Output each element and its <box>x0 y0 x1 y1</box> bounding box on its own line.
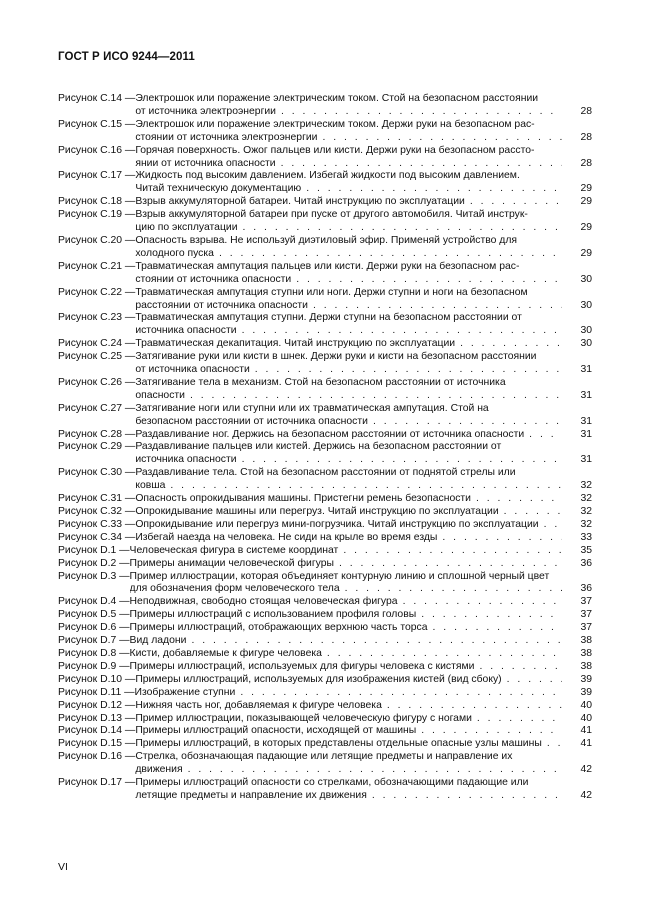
page-reference: 41 <box>580 725 592 737</box>
figure-label: Рисунок D.17 — <box>58 777 136 789</box>
dot-leader <box>308 300 562 313</box>
dot-leader <box>382 700 562 713</box>
page-reference: 29 <box>580 183 592 195</box>
document-header: ГОСТ Р ИСО 9244—2011 <box>58 51 195 63</box>
toc-entry <box>58 687 592 700</box>
figure-caption <box>130 635 592 648</box>
figure-label: Рисунок С.14 — <box>58 93 136 104</box>
page-reference: 42 <box>580 789 592 801</box>
figure-caption <box>135 674 592 687</box>
dot-leader <box>368 416 562 429</box>
dot-leader <box>186 635 562 648</box>
caption-line: Электрошок или поражение электрическим током. Стой на безопасном расстоянии <box>135 93 539 104</box>
figure-caption <box>135 351 592 377</box>
toc-entry <box>58 532 592 545</box>
page-reference: 37 <box>580 622 592 634</box>
page-reference: 35 <box>580 544 592 556</box>
caption-line: Затягивание руки или кисти в шнек. Держи руки и кисти на безопасном расстоянии <box>135 351 537 363</box>
dot-leader <box>276 106 562 119</box>
toc-entry <box>58 351 592 377</box>
figure-caption <box>135 93 592 119</box>
page-reference: 31 <box>580 428 592 440</box>
dot-leader <box>250 364 562 377</box>
figure-label: Рисунок D.11 — <box>58 686 135 698</box>
figure-label: Рисунок D.2 — <box>58 557 130 569</box>
dot-leader <box>465 196 562 209</box>
toc-entry <box>58 751 592 777</box>
caption-line: Опасность взрыва. Не используй диэтиловый эфир. Применяй устройство для <box>135 234 518 246</box>
figure-label: Рисунок D.12 — <box>58 699 136 711</box>
dot-leader <box>235 687 562 700</box>
toc-entry <box>58 661 592 674</box>
dot-leader <box>165 480 562 493</box>
dot-leader <box>437 532 562 545</box>
caption-line: безопасном расстоянии от источника опасности <box>135 415 368 427</box>
caption-line: Травматическая декапитация. Читай инструкцию по эксплуатации <box>135 338 456 350</box>
page-reference: 36 <box>580 583 592 595</box>
page-reference: 39 <box>580 673 592 685</box>
caption-line: Пример иллюстрации, показывающей человеческую фигуру с ногами <box>135 712 472 724</box>
page-reference: 36 <box>580 557 592 569</box>
toc-entry <box>58 506 592 519</box>
figure-caption <box>130 596 592 609</box>
caption-line: Избегай наезда на человека. Не сиди на крыле во время езды <box>135 531 438 543</box>
toc-entry <box>58 713 592 726</box>
page-reference: 30 <box>580 325 592 337</box>
caption-line: опасности <box>135 389 185 401</box>
dot-leader <box>367 790 562 803</box>
page-reference: 38 <box>580 647 592 659</box>
dot-leader <box>416 609 562 622</box>
page-reference: 40 <box>580 699 592 711</box>
caption-line: Раздавливание пальцев или кистей. Держись на безопасном расстоянии от <box>135 441 502 453</box>
page-reference: 28 <box>580 105 592 117</box>
figure-caption <box>130 648 592 661</box>
toc-entry <box>58 622 592 635</box>
figure-caption <box>130 622 592 635</box>
figure-label: Рисунок D.15 — <box>58 738 136 750</box>
figure-label: Рисунок D.14 — <box>58 725 136 737</box>
caption-line: Затягивание ноги или ступни или их травматическая ампутация. Стой на <box>135 402 489 414</box>
figure-label: Рисунок С.31 — <box>58 493 136 505</box>
toc-entry <box>58 674 592 687</box>
dot-leader <box>474 661 562 674</box>
figure-label: Рисунок D.13 — <box>58 712 136 724</box>
toc-entry <box>58 209 592 235</box>
dot-leader <box>340 583 562 596</box>
toc-entry <box>58 545 592 558</box>
toc-entry <box>58 196 592 209</box>
dot-leader <box>237 325 562 338</box>
page-reference: 28 <box>580 131 592 143</box>
caption-line: Взрыв аккумуляторной батареи. Читай инструкцию по эксплуатации <box>135 196 465 208</box>
page-reference: 32 <box>580 493 592 505</box>
toc-entry <box>58 145 592 171</box>
dot-leader <box>317 132 562 145</box>
page-reference: 40 <box>580 712 592 724</box>
caption-line: от источника опасности <box>135 364 250 376</box>
toc-entry <box>58 170 592 196</box>
figure-caption <box>135 506 592 519</box>
figure-label: Рисунок С.23 — <box>58 312 136 324</box>
dot-leader <box>499 506 562 519</box>
dot-leader <box>398 596 562 609</box>
caption-line: Нижняя часть ног, добавляемая к фигуре человека <box>135 699 382 711</box>
figure-label: Рисунок С.28 — <box>58 428 136 440</box>
figure-caption <box>135 493 592 506</box>
toc-entry <box>58 338 592 351</box>
caption-line: Травматическая ампутация ступни или ноги. Держи ступни и ноги на безопасном <box>135 286 528 298</box>
toc-entry <box>58 519 592 532</box>
toc-entry <box>58 93 592 119</box>
figure-caption <box>130 609 592 622</box>
caption-line: Примеры иллюстраций, отображающих верхнюю часть торса <box>129 622 428 634</box>
toc-entry <box>58 777 592 803</box>
caption-line: Опрокидывание или перегруз мини-погрузчика. Читай инструкцию по эксплуатации <box>135 518 539 530</box>
page-reference: 30 <box>580 338 592 350</box>
page-reference: 28 <box>580 157 592 169</box>
figure-label: Рисунок С.17 — <box>58 170 136 182</box>
toc-entry <box>58 467 592 493</box>
toc-entry <box>58 261 592 287</box>
figure-label: Рисунок D.7 — <box>58 635 130 647</box>
caption-line: Опасность опрокидывания машины. Пристегни ремень безопасности <box>135 493 471 505</box>
figure-caption <box>130 558 592 571</box>
toc-entry <box>58 312 592 338</box>
page-reference: 31 <box>580 364 592 376</box>
toc-entry <box>58 700 592 713</box>
figure-label: Рисунок С.16 — <box>58 144 136 156</box>
caption-line: Изображение ступни <box>134 686 236 698</box>
toc-entry <box>58 441 592 467</box>
figure-caption <box>135 338 592 351</box>
page-reference: 37 <box>580 596 592 608</box>
caption-line: летящие предметы и направление их движения <box>135 789 367 801</box>
figure-caption <box>135 235 592 261</box>
dot-leader <box>237 454 562 467</box>
caption-line: Кисти, добавляемые к фигуре человека <box>129 647 322 659</box>
page-reference: 31 <box>580 415 592 427</box>
dot-leader <box>542 738 562 751</box>
figure-label: Рисунок С.34 — <box>58 531 136 543</box>
caption-line: холодного пуска <box>135 247 214 259</box>
page-reference: 38 <box>580 660 592 672</box>
figure-caption <box>135 441 592 467</box>
figure-label: Рисунок С.20 — <box>58 234 136 246</box>
toc-entry <box>58 609 592 622</box>
figure-label: Рисунок D.9 — <box>58 660 130 672</box>
figure-label: Рисунок С.26 — <box>58 376 136 388</box>
page-reference: 29 <box>580 222 592 234</box>
figure-label: Рисунок D.5 — <box>58 609 130 621</box>
caption-line: Примеры иллюстраций, используемых для фигуры человека с кистями <box>129 660 475 672</box>
page-reference: 42 <box>580 764 592 776</box>
caption-line: ковша <box>135 480 166 492</box>
page-reference: 37 <box>580 609 592 621</box>
dot-leader <box>334 558 562 571</box>
page-reference: 32 <box>580 518 592 530</box>
page-reference: 31 <box>580 389 592 401</box>
figure-caption <box>135 532 592 545</box>
figure-label: Рисунок D.3 — <box>58 570 130 582</box>
caption-line: Примеры иллюстраций с использованием профиля головы <box>129 609 417 621</box>
figure-caption <box>135 261 592 287</box>
caption-line: Примеры иллюстраций опасности со стрелками, обозначающими падающие или <box>135 777 529 789</box>
table-of-contents <box>58 93 592 803</box>
figure-caption <box>135 687 592 700</box>
caption-line: Примеры анимации человеческой фигуры <box>129 557 334 569</box>
caption-line: Затягивание тела в механизм. Стой на безопасном расстоянии от источника <box>135 376 506 388</box>
dot-leader <box>238 222 563 235</box>
page-reference: 39 <box>580 686 592 698</box>
figure-label: Рисунок D.4 — <box>58 596 130 608</box>
figure-caption <box>135 403 592 429</box>
caption-line: расстоянии от источника опасности <box>135 299 308 311</box>
caption-line: для обозначения форм человеческого тела <box>129 583 340 595</box>
caption-line: Читай техническую документацию <box>135 183 302 195</box>
figure-caption <box>135 209 592 235</box>
figure-caption <box>130 571 592 597</box>
figure-caption <box>135 145 592 171</box>
dot-leader <box>291 274 562 287</box>
toc-entry <box>58 725 592 738</box>
dot-leader <box>301 183 562 196</box>
caption-line: Травматическая ампутация пальцев или кисти. Держи руки на безопасном рас- <box>135 260 520 272</box>
figure-caption <box>135 519 592 532</box>
caption-line: Раздавливание ног. Держись на безопасном расстоянии от источника опасности <box>135 428 525 440</box>
caption-line: Человеческая фигура в системе координат <box>129 544 339 556</box>
caption-line: Стрелка, обозначающая падающие или летящие предметы и направление их <box>135 751 513 763</box>
figure-caption <box>135 700 592 713</box>
toc-entry <box>58 493 592 506</box>
caption-line: Вид ладони <box>129 635 187 647</box>
caption-line: Жидкость под высоким давлением. Избегай жидкости под высоким давлением. <box>135 170 520 182</box>
page-reference: 41 <box>580 738 592 750</box>
page-reference: 30 <box>580 273 592 285</box>
figure-label: Рисунок С.19 — <box>58 209 136 221</box>
dot-leader <box>416 725 562 738</box>
caption-line: Горячая поверхность. Ожог пальцев или кисти. Держи руки на безопасном рассто- <box>135 144 535 156</box>
figure-caption <box>130 661 592 674</box>
caption-line: Примеры иллюстраций, используемых для изображения кистей (вид сбоку) <box>135 673 502 685</box>
dot-leader <box>276 158 562 171</box>
page-reference: 32 <box>580 480 592 492</box>
figure-caption <box>135 312 592 338</box>
caption-line: Примеры иллюстраций опасности, исходящей от машины <box>135 725 417 737</box>
page-reference: 30 <box>580 299 592 311</box>
caption-line: стоянии от источника электроэнергии <box>135 131 318 143</box>
dot-leader <box>455 338 562 351</box>
figure-label: Рисунок D.16 — <box>58 751 136 763</box>
caption-line: Травматическая ампутация ступни. Держи ступни на безопасном расстоянии от <box>135 312 522 324</box>
figure-caption <box>135 725 592 738</box>
figure-caption <box>135 287 592 313</box>
page-reference: 32 <box>580 506 592 517</box>
figure-label: Рисунок С.27 — <box>58 402 136 414</box>
dot-leader <box>214 248 562 261</box>
caption-line: движения <box>135 764 183 776</box>
figure-label: Рисунок D.1 — <box>58 544 130 556</box>
dot-leader <box>428 622 562 635</box>
figure-label: Рисунок С.29 — <box>58 441 136 453</box>
toc-entry <box>58 377 592 403</box>
dot-leader <box>338 545 562 558</box>
caption-line: Раздавливание тела. Стой на безопасном расстоянии от поднятой стрелы или <box>135 467 516 479</box>
figure-caption <box>135 429 592 442</box>
page-reference: 38 <box>580 635 592 647</box>
toc-entry <box>58 287 592 313</box>
figure-caption <box>135 467 592 493</box>
toc-entry <box>58 571 592 597</box>
page-reference: 29 <box>580 196 592 208</box>
figure-label: Рисунок С.24 — <box>58 338 136 350</box>
dot-leader <box>183 764 562 777</box>
caption-line: Взрыв аккумуляторной батареи при пуске от другого автомобиля. Читай инструк- <box>135 209 528 221</box>
dot-leader <box>322 648 562 661</box>
figure-label: Рисунок С.22 — <box>58 286 136 298</box>
figure-label: Рисунок С.25 — <box>58 351 136 363</box>
figure-caption <box>135 738 592 751</box>
caption-line: источника опасности <box>135 454 237 466</box>
toc-entry <box>58 429 592 442</box>
toc-entry <box>58 596 592 609</box>
figure-caption <box>135 377 592 403</box>
toc-entry <box>58 635 592 648</box>
caption-line: Электрошок или поражение электрическим током. Держи руки на безопасном рас- <box>135 118 535 130</box>
caption-line: цию по эксплуатации <box>135 222 238 234</box>
page-number-footer: VI <box>58 861 68 873</box>
figure-label: Рисунок D.10 — <box>58 673 136 685</box>
figure-label: Рисунок С.33 — <box>58 518 136 530</box>
figure-label: Рисунок D.8 — <box>58 647 130 659</box>
figure-caption <box>135 713 592 726</box>
figure-label: Рисунок С.15 — <box>58 118 136 130</box>
toc-entry <box>58 235 592 261</box>
figure-label: Рисунок С.18 — <box>58 196 136 208</box>
page-reference: 31 <box>580 454 592 466</box>
caption-line: источника опасности <box>135 325 237 337</box>
toc-entry <box>58 119 592 145</box>
figure-label: Рисунок С.30 — <box>58 467 136 479</box>
dot-leader <box>472 713 562 726</box>
figure-caption <box>130 545 592 558</box>
toc-entry <box>58 558 592 571</box>
dot-leader <box>539 519 562 532</box>
figure-label: Рисунок С.21 — <box>58 260 136 272</box>
figure-caption <box>135 170 592 196</box>
page-reference: 29 <box>580 247 592 259</box>
figure-label: Рисунок D.6 — <box>58 622 130 634</box>
figure-caption <box>135 777 592 803</box>
caption-line: Неподвижная, свободно стоящая человеческая фигура <box>129 596 398 608</box>
toc-entry <box>58 403 592 429</box>
caption-line: янии от источника опасности <box>135 157 276 169</box>
figure-caption <box>135 751 592 777</box>
dot-leader <box>185 390 562 403</box>
dot-leader <box>524 429 562 442</box>
dot-leader <box>502 674 562 687</box>
figure-caption <box>135 196 592 209</box>
toc-entry <box>58 648 592 661</box>
dot-leader <box>471 493 562 506</box>
caption-line: Опрокидывание машины или перегруз. Читай инструкцию по эксплуатации <box>135 506 499 517</box>
caption-line: Пример иллюстрации, которая объединяет контурную линию и сплошной черный цвет <box>129 570 550 582</box>
toc-entry <box>58 738 592 751</box>
caption-line: стоянии от источника опасности <box>135 273 292 285</box>
caption-line: Примеры иллюстраций, в которых представлены отдельные опасные узлы машины <box>135 738 542 750</box>
page-reference: 33 <box>580 531 592 543</box>
figure-caption <box>135 119 592 145</box>
figure-label: Рисунок С.32 — <box>58 506 136 517</box>
caption-line: от источника электроэнергии <box>135 105 276 117</box>
